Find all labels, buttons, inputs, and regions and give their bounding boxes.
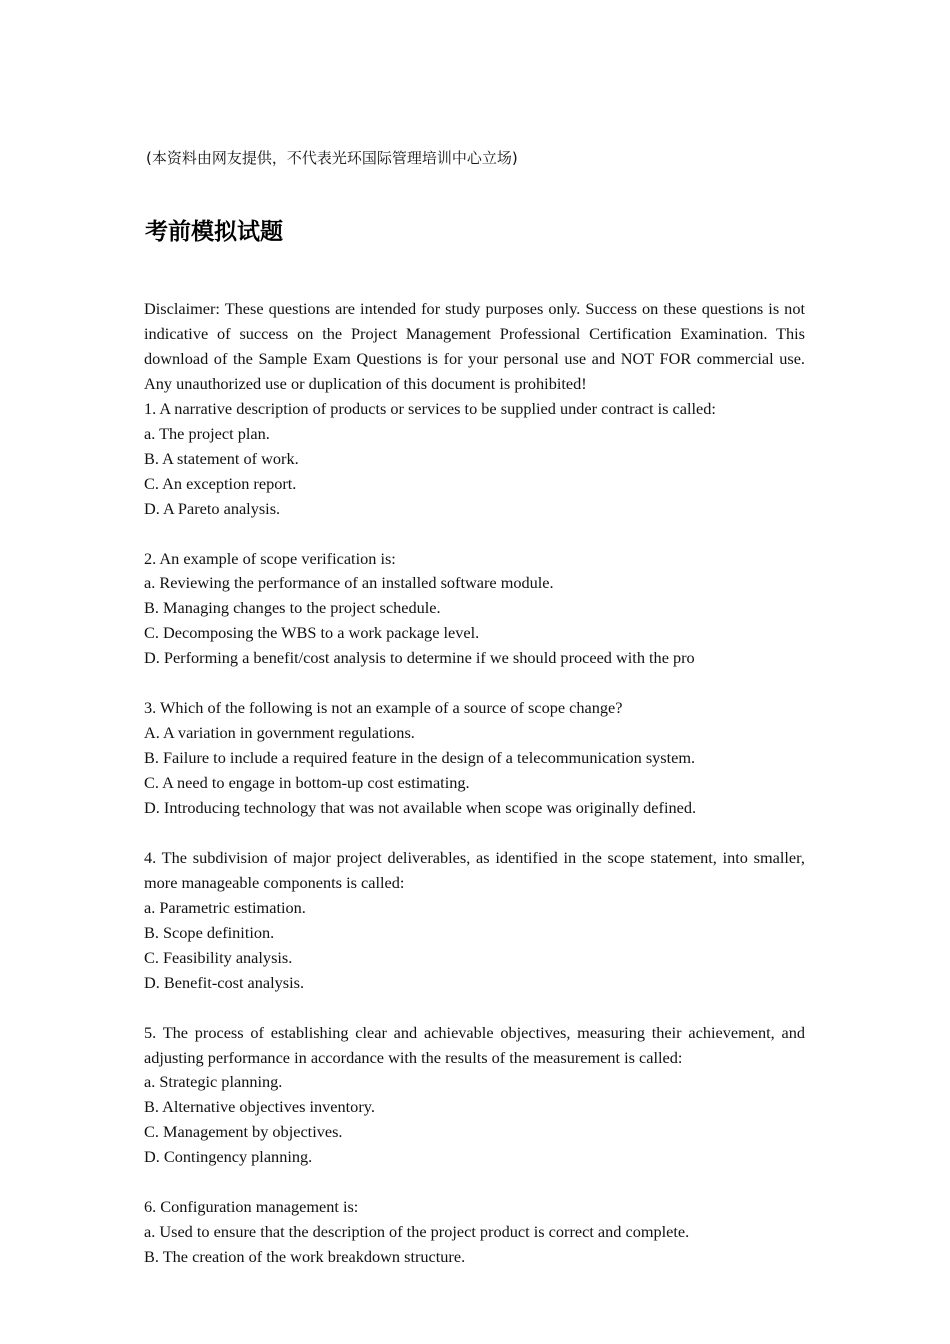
answer-option: a. Reviewing the performance of an installed software module. xyxy=(144,573,554,593)
answer-option: A. A variation in government regulations. xyxy=(144,723,415,743)
answer-option: C. A need to engage in bottom-up cost estimating. xyxy=(144,773,470,793)
answer-option: D. A Pareto analysis. xyxy=(144,498,281,518)
answer-option: C. Management by objectives. xyxy=(144,1122,343,1142)
disclaimer: Disclaimer: These questions are intended for study purposes only. Success on these questions is not indicative of success on the Project Management Professional Certification Examination. This download of the Sample Exam Questions is for your personal use and NOT FOR commercial use. Any unauthorized use or duplication of this document is prohibited! xyxy=(144,299,805,393)
question-4 xyxy=(144,846,805,996)
answer-option: B. Managing changes to the project schedule. xyxy=(144,598,441,618)
answer-option: B. Failure to include a required feature in the design of a telecommunication system. xyxy=(144,748,696,768)
source-note: (本资料由网友提供，不代表光环国际管理培训中心立场) xyxy=(146,149,518,167)
answer-option: a. Used to ensure that the description of the project product is correct and complete. xyxy=(144,1222,690,1242)
answer-option: D. Performing a benefit/cost analysis to determine if we should proceed with the pro xyxy=(144,648,695,668)
document-body xyxy=(144,297,805,1295)
answer-option: C. An exception report. xyxy=(144,473,297,493)
question-3 xyxy=(144,696,805,821)
question-stem: 2. An example of scope verification is: xyxy=(144,548,396,568)
question-5 xyxy=(144,1021,805,1171)
question-stem: 1. A narrative description of products or services to be supplied under contract is called: xyxy=(144,398,716,418)
answer-option: a. The project plan. xyxy=(144,423,270,443)
answer-option: C. Decomposing the WBS to a work package level. xyxy=(144,623,480,643)
page-title: 考前模拟试题 xyxy=(145,219,283,245)
question-1 xyxy=(144,397,805,522)
question-stem: 6. Configuration management is: xyxy=(144,1197,359,1217)
question-stem: 3. Which of the following is not an example of a source of scope change? xyxy=(144,698,623,718)
answer-option: D. Introducing technology that was not available when scope was originally defined. xyxy=(144,798,697,818)
answer-option: B. A statement of work. xyxy=(144,448,299,468)
answer-option: a. Strategic planning. xyxy=(144,1072,283,1092)
question-6 xyxy=(144,1195,805,1270)
question-2 xyxy=(144,547,805,672)
answer-option: C. Feasibility analysis. xyxy=(144,947,293,967)
answer-option: B. Scope definition. xyxy=(144,922,275,942)
question-stem: 5. The process of establishing clear and achievable objectives, measuring their achievement, and adjusting performance in accordance with the results of the measurement is called: xyxy=(144,1022,805,1067)
answer-option: B. Alternative objectives inventory. xyxy=(144,1097,375,1117)
answer-option: B. The creation of the work breakdown structure. xyxy=(144,1247,466,1267)
question-stem: 4. The subdivision of major project deliverables, as identified in the scope statement, into smaller, more manageable components is called: xyxy=(144,847,805,892)
answer-option: D. Benefit-cost analysis. xyxy=(144,972,305,992)
answer-option: a. Parametric estimation. xyxy=(144,897,306,917)
answer-option: D. Contingency planning. xyxy=(144,1147,313,1167)
